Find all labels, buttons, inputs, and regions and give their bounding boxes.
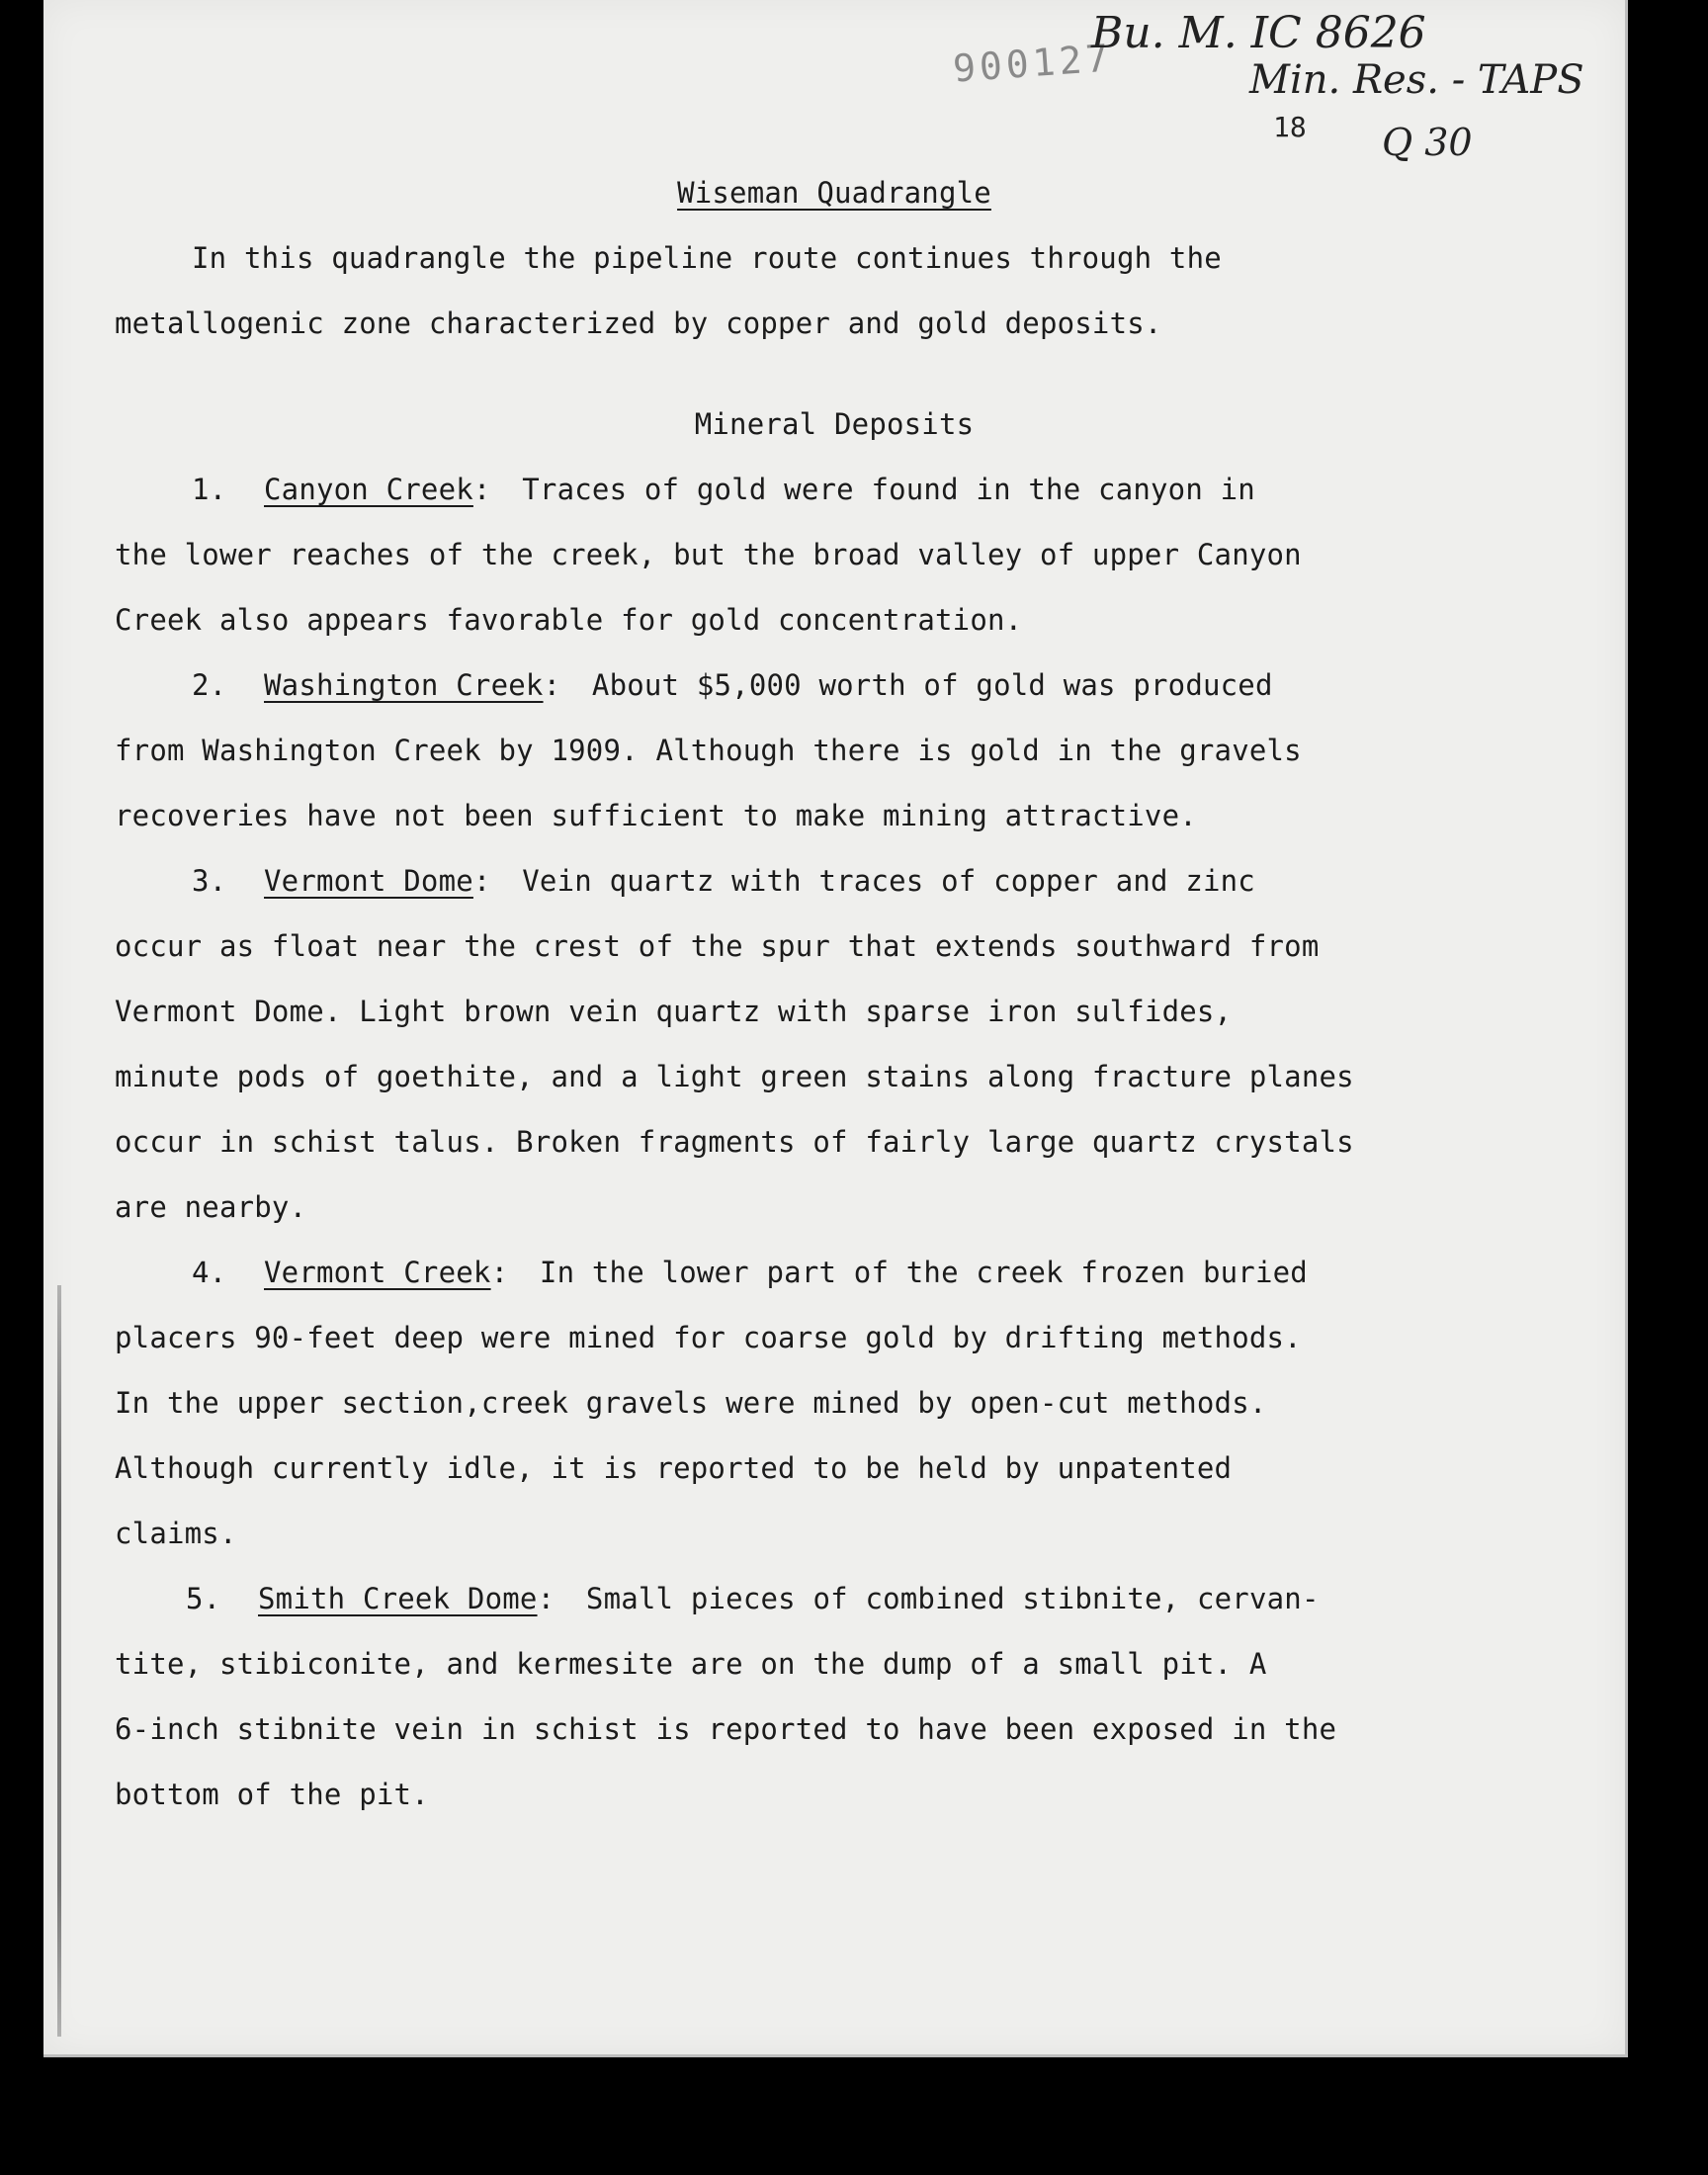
item-text: Vein quartz with traces of copper and zinc (522, 864, 1255, 898)
item-1-line: Creek also appears favorable for gold concentration. (115, 603, 1023, 637)
section-heading: Mineral Deposits (694, 407, 975, 441)
item-5-line: tite, stibiconite, and kermesite are on the dump of a small pit. A (115, 1647, 1267, 1681)
page-edge-shadow (57, 1285, 61, 2037)
item-text: About $5,000 worth of gold was produced (591, 668, 1273, 702)
scan-border (0, 2076, 1708, 2175)
handwritten-ref: Q 30 (1382, 121, 1473, 164)
item-3-line: are nearby. (115, 1190, 307, 1224)
item-2-first-line: 2. Washington Creek: About $5,000 worth of gold was produced (192, 668, 1273, 702)
item-3-line: occur in schist talus. Broken fragments of fairly large quartz crystals (115, 1125, 1354, 1159)
item-name: Smith Creek Dome (258, 1582, 538, 1615)
item-1-line: the lower reaches of the creek, but the broad valley of upper Canyon (115, 538, 1302, 571)
item-text: Small pieces of combined stibnite, cervan- (585, 1582, 1320, 1615)
item-2-line: recoveries have not been sufficient to make mining attractive. (115, 799, 1197, 832)
item-4-line: Although currently idle, it is reported to be held by unpatented (115, 1451, 1233, 1485)
item-4-line: claims. (115, 1517, 237, 1550)
page-title: Wiseman Quadrangle (677, 176, 991, 210)
item-3-line: occur as float near the crest of the spur that extends southward from (115, 929, 1320, 963)
intro-line-1: In this quadrangle the pipeline route continues through the (192, 241, 1222, 275)
item-1-first-line: 1. Canyon Creek: Traces of gold were found in the canyon in (192, 473, 1255, 506)
item-name: Canyon Creek (264, 473, 473, 506)
document-page (43, 0, 1628, 2057)
item-name: Washington Creek (264, 668, 544, 702)
item-3-first-line: 3. Vermont Dome: Vein quartz with traces of copper and zinc (192, 864, 1255, 898)
item-5-line: bottom of the pit. (115, 1778, 429, 1811)
item-text: In the lower part of the creek frozen buried (539, 1256, 1308, 1289)
page-number: 18 (1273, 111, 1307, 143)
item-name: Vermont Dome (264, 864, 473, 898)
item-2-line: from Washington Creek by 1909. Although there is gold in the gravels (115, 734, 1302, 767)
item-3-line: minute pods of goethite, and a light green stains along fracture planes (115, 1060, 1354, 1093)
item-number: 3. (192, 864, 227, 898)
item-3-line: Vermont Dome. Light brown vein quartz with sparse iron sulfides, (115, 995, 1233, 1028)
handwritten-note-line1: Bu. M. IC 8626 (1091, 8, 1426, 58)
stamp-number: 900127 (951, 36, 1114, 91)
item-text: Traces of gold were found in the canyon in (522, 473, 1255, 506)
item-number: 5. (186, 1582, 221, 1615)
item-name: Vermont Creek (264, 1256, 491, 1289)
item-number: 4. (192, 1256, 227, 1289)
item-4-line: placers 90-feet deep were mined for coarse gold by drifting methods. (115, 1321, 1302, 1354)
item-4-line: In the upper section,creek gravels were mined by open-cut methods. (115, 1386, 1267, 1420)
item-4-first-line: 4. Vermont Creek: In the lower part of the creek frozen buried (192, 1256, 1308, 1289)
handwritten-note-line2: Min. Res. - TAPS (1249, 57, 1584, 103)
item-number: 1. (192, 473, 227, 506)
item-5-line: 6-inch stibnite vein in schist is reported to have been exposed in the (115, 1712, 1337, 1746)
intro-line-2: metallogenic zone characterized by copper and gold deposits. (115, 306, 1162, 340)
item-number: 2. (192, 668, 227, 702)
item-5-first-line: 5. Smith Creek Dome: Small pieces of combined stibnite, cervan- (186, 1582, 1320, 1615)
